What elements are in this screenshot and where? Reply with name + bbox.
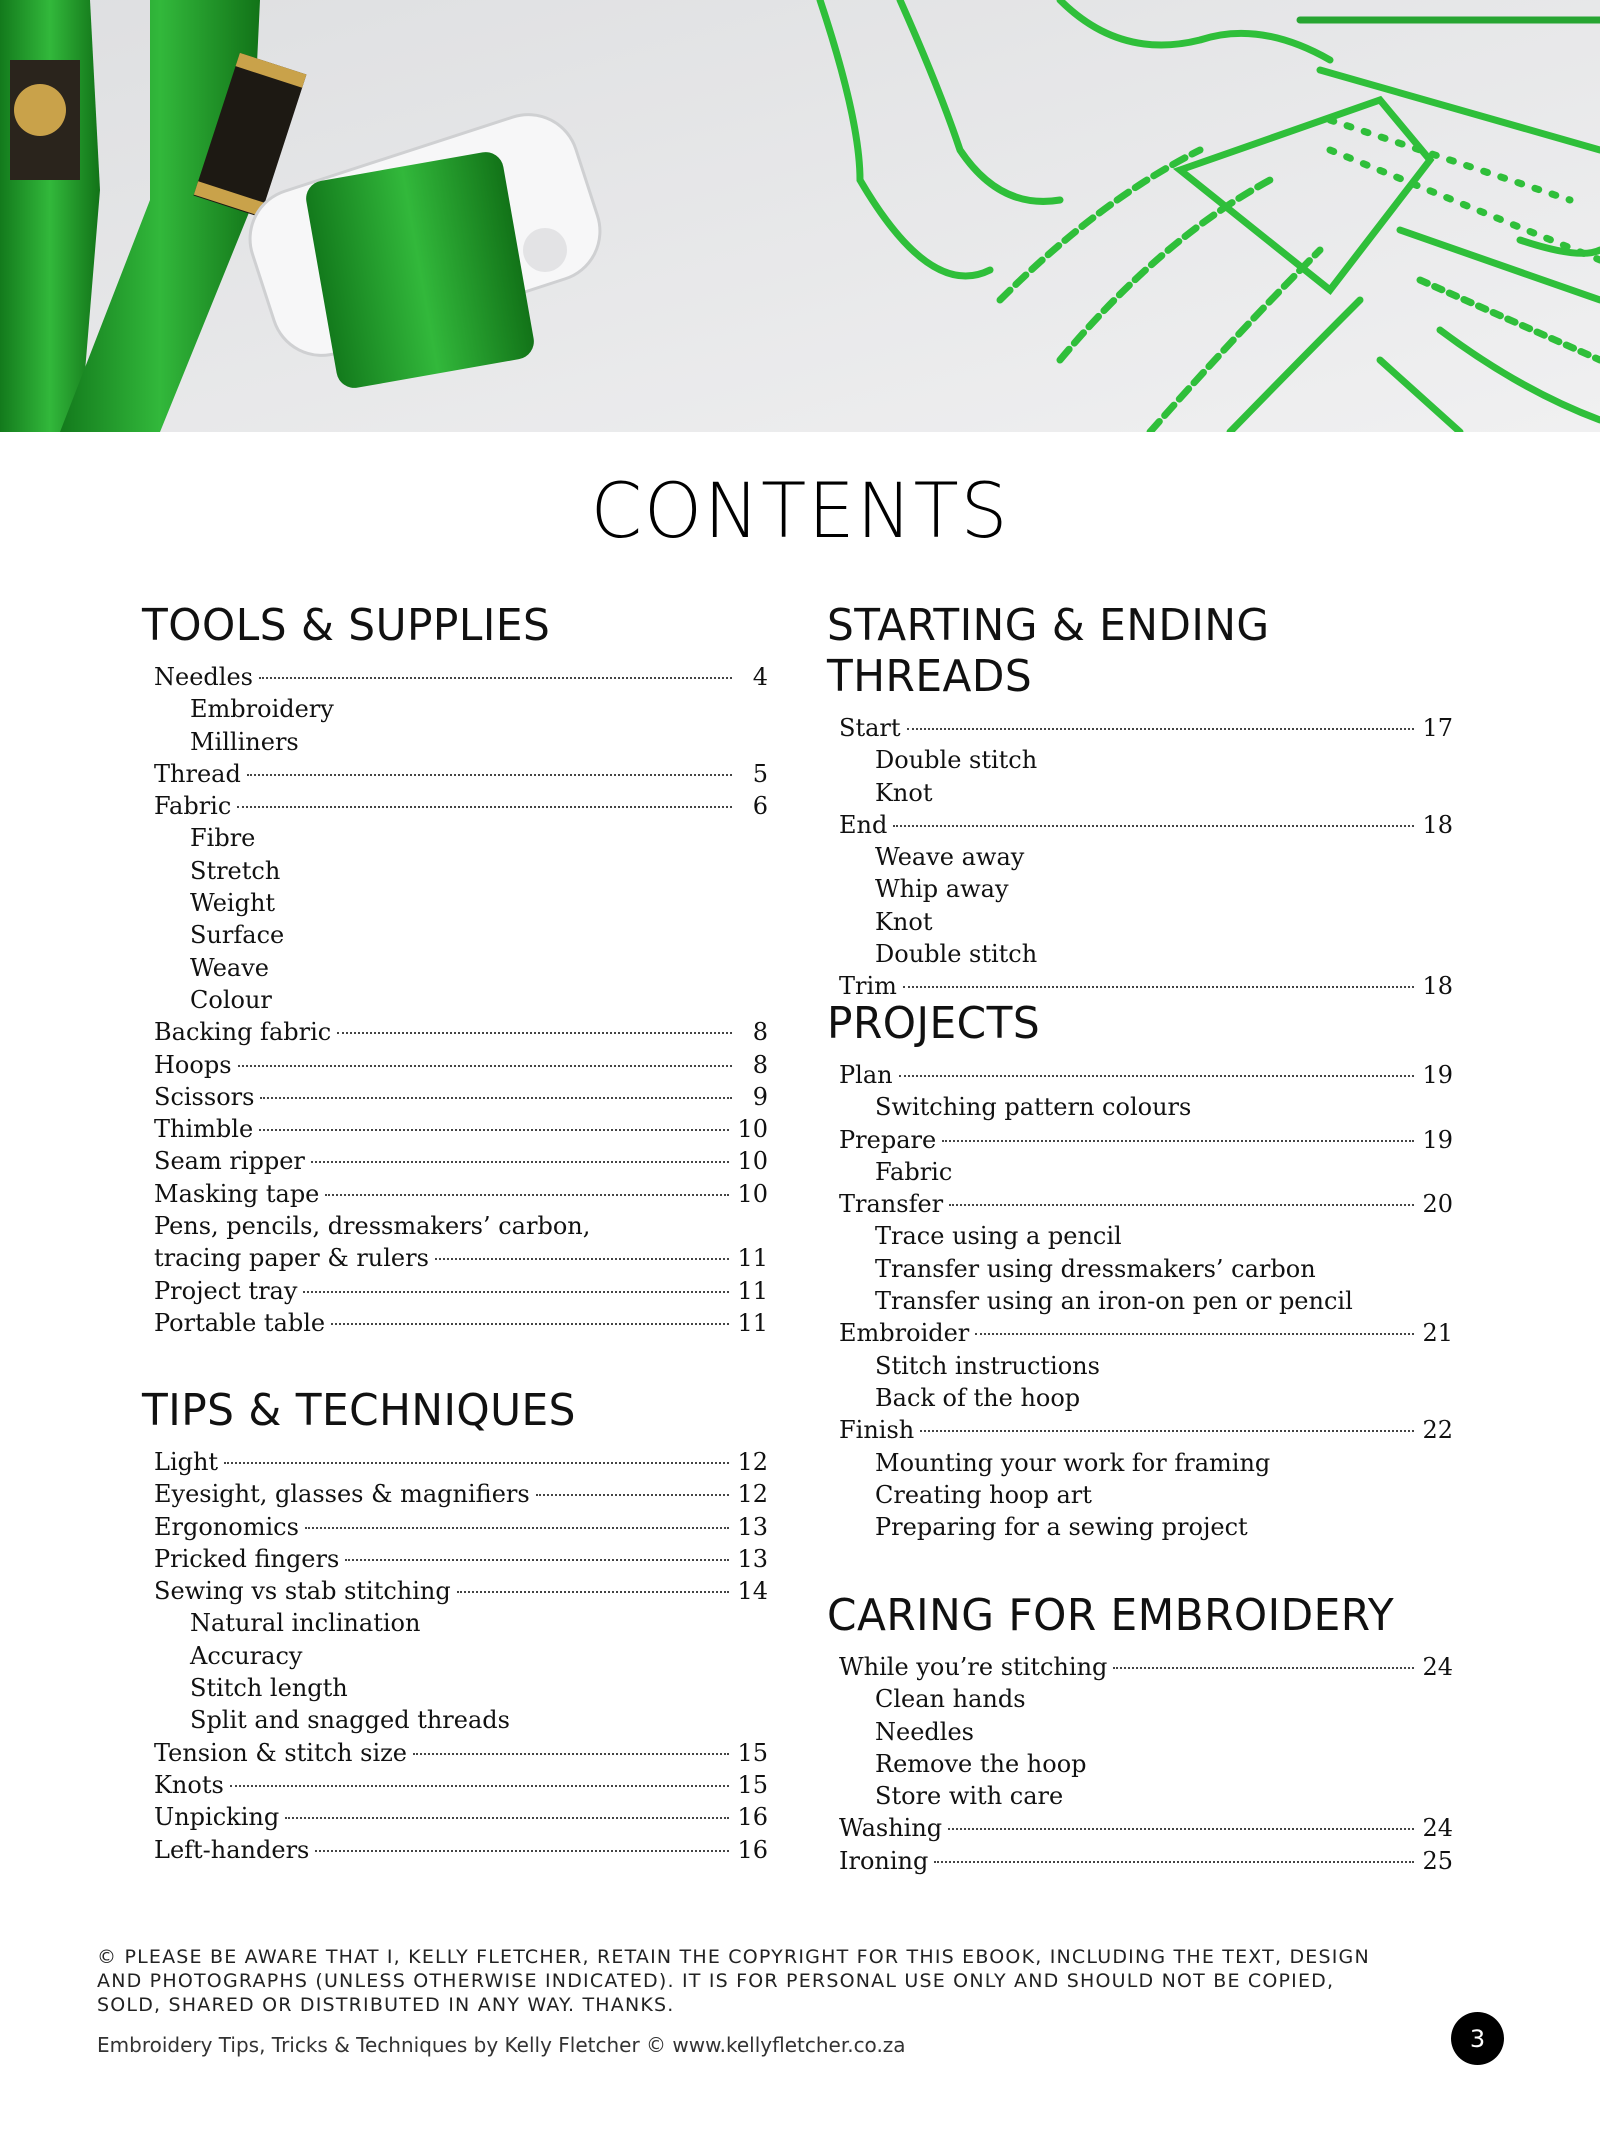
toc-entry-label: Transfer using an iron-on pen or pencil [875, 1287, 1353, 1316]
page-title: CONTENTS [590, 466, 1010, 555]
dot-leader [337, 1032, 732, 1034]
toc-entry [827, 809, 1453, 841]
toc-entry [827, 1317, 1453, 1349]
toc-entry-label: Trim [839, 972, 897, 1001]
section-heading: TOOLS & SUPPLIES [142, 600, 551, 651]
toc-entry [142, 1178, 768, 1210]
toc-subentry [142, 822, 768, 854]
toc-entry-label: Ironing [839, 1846, 929, 1875]
toc-entry-label: Milliners [190, 727, 299, 756]
toc-entry-label: Transfer using dressmakers’ carbon [875, 1254, 1316, 1283]
toc-subentry [827, 1511, 1453, 1543]
toc-subentry [142, 855, 768, 887]
toc-subentry [827, 873, 1453, 905]
toc-list [827, 1059, 1453, 1543]
toc-entry-label: Thread [154, 759, 241, 788]
toc-page-number: 24 [1422, 1653, 1453, 1681]
toc-subentry [827, 1156, 1453, 1188]
toc-entry [827, 1124, 1453, 1156]
toc-entry-label: Eyesight, glasses & magnifiers [154, 1480, 530, 1509]
toc-page-number: 8 [752, 1018, 768, 1047]
toc-page-number: 13 [737, 1544, 768, 1573]
toc-subentry [827, 841, 1453, 873]
toc-entry [142, 1769, 768, 1801]
toc-subentry [827, 1716, 1453, 1748]
toc-entry-label: Project tray [154, 1276, 298, 1305]
toc-list [827, 1651, 1453, 1877]
toc-entry-label: Remove the hoop [875, 1749, 1087, 1778]
toc-subentry [827, 1748, 1453, 1780]
dot-leader [907, 728, 1415, 730]
toc-entry-label: Transfer [839, 1190, 944, 1219]
toc-entry-label: Preparing for a sewing project [875, 1513, 1248, 1542]
toc-entry-label: Fibre [190, 824, 256, 853]
toc-subentry [827, 1253, 1453, 1285]
section-heading: STARTING & ENDING THREADS [827, 600, 1270, 702]
toc-entry-label: Accuracy [190, 1641, 303, 1670]
section-tools-supplies [142, 600, 768, 1339]
footer-credit: Embroidery Tips, Tricks & Techniques by Kelly Fletcher © www.kellyfletcher.co.za [97, 2033, 906, 2057]
toc-entry-label: Portable table [154, 1308, 326, 1337]
toc-entry-label: Knot [875, 907, 933, 936]
toc-entry-label: Mounting your work for framing [875, 1448, 1271, 1477]
toc-entry-label: Back of the hoop [875, 1383, 1081, 1412]
toc-entry [142, 790, 768, 822]
dot-leader [948, 1828, 1414, 1830]
toc-entry-label: Light [154, 1448, 219, 1476]
toc-entry [827, 1059, 1453, 1091]
toc-entry [142, 1446, 768, 1478]
toc-subentry [142, 919, 768, 951]
dot-leader [331, 1323, 729, 1325]
toc-entry-label: Natural inclination [190, 1609, 421, 1638]
toc-page-number: 8 [752, 1050, 768, 1079]
dot-leader [920, 1430, 1414, 1432]
toc-page-number: 12 [737, 1480, 768, 1509]
section-projects [827, 998, 1453, 1543]
toc-entry-label: Weave [190, 953, 269, 982]
toc-entry-label: Seam ripper [154, 1147, 305, 1176]
toc-subentry [142, 984, 768, 1016]
toc-subentry [827, 1447, 1453, 1479]
dot-leader [259, 1129, 729, 1131]
toc-entry-label: Prepare [839, 1125, 937, 1154]
toc-subentry [142, 1704, 768, 1736]
toc-entry [142, 1081, 768, 1113]
toc-entry [827, 1845, 1453, 1877]
toc-page-number: 17 [1422, 714, 1453, 742]
toc-entry [142, 1275, 768, 1307]
toc-subentry [142, 693, 768, 725]
toc-page-number: 25 [1422, 1846, 1453, 1875]
toc-list [142, 661, 768, 1339]
toc-entry-label: Masking tape [154, 1179, 320, 1208]
toc-entry-label: Hoops [154, 1050, 232, 1079]
dot-leader [303, 1291, 729, 1293]
toc-entry [827, 1188, 1453, 1220]
toc-page-number: 9 [752, 1082, 768, 1111]
toc-page-number: 21 [1422, 1319, 1453, 1348]
toc-entry [142, 1575, 768, 1607]
dot-leader [285, 1817, 729, 1819]
toc-entry-label: Whip away [875, 875, 1009, 904]
toc-entry-label: Tension & stitch size [154, 1738, 407, 1767]
dot-leader [259, 677, 732, 679]
hero-photo [0, 0, 1600, 432]
toc-entry-label: Finish [839, 1416, 915, 1445]
toc-subentry [142, 726, 768, 758]
toc-entry-label: Knots [154, 1770, 224, 1799]
toc-page-number: 4 [752, 663, 768, 691]
toc-entry-label: Stitch instructions [875, 1351, 1100, 1380]
toc-entry-label: Split and snagged threads [190, 1706, 510, 1735]
toc-entry-label: Thimble [154, 1115, 254, 1144]
copyright-notice: © PLEASE BE AWARE THAT I, KELLY FLETCHER, RETAIN THE COPYRIGHT FOR THIS EBOOK, INCLUDING THE TEXT, DESIGN AND PHOTOGRAPHS (UNLESS OTHERWISE INDICATED). IT IS FOR PERSONAL USE ONLY AND SHOULD NOT BE COPIED, SOLD, SHARED OR DISTRIBUTED IN ANY WAY. THANKS. [97, 1946, 1370, 2016]
toc-page-number: 11 [737, 1308, 768, 1337]
toc-page-number: 11 [737, 1244, 768, 1273]
dot-leader [435, 1258, 730, 1260]
toc-page-number: 12 [737, 1448, 768, 1476]
toc-entry-label: Scissors [154, 1082, 255, 1111]
toc-page-number: 20 [1422, 1190, 1453, 1219]
dot-leader [311, 1161, 730, 1163]
section-caring-for-embroidery [827, 1590, 1453, 1877]
toc-entry-label: Sewing vs stab stitching [154, 1577, 451, 1606]
dot-leader [975, 1333, 1414, 1335]
dot-leader [238, 1065, 732, 1067]
toc-entry [142, 1210, 768, 1242]
toc-subentry [142, 1672, 768, 1704]
dot-leader [325, 1194, 729, 1196]
dot-leader [949, 1204, 1414, 1206]
section-heading: PROJECTS [827, 998, 1041, 1049]
dot-leader [224, 1462, 729, 1464]
dot-leader [1113, 1667, 1414, 1669]
toc-entry [827, 1812, 1453, 1844]
dot-leader [260, 1097, 732, 1099]
dot-leader [305, 1527, 730, 1529]
toc-list [142, 1446, 768, 1866]
dot-leader [247, 774, 732, 776]
toc-entry-label: tracing paper & rulers [154, 1244, 429, 1273]
toc-entry [142, 1834, 768, 1866]
toc-page-number: 19 [1422, 1061, 1453, 1089]
toc-entry-label: Fabric [154, 792, 232, 821]
toc-entry [142, 1145, 768, 1177]
toc-subentry [142, 1607, 768, 1639]
dot-leader [345, 1559, 729, 1561]
dot-leader [903, 986, 1415, 988]
toc-page-number: 14 [737, 1577, 768, 1606]
toc-entry-label: Stretch [190, 856, 281, 885]
toc-page-number: 24 [1422, 1814, 1453, 1843]
toc-entry-label: Plan [839, 1061, 893, 1089]
toc-entry [142, 1511, 768, 1543]
toc-subentry [827, 1350, 1453, 1382]
toc-entry-label: Left-handers [154, 1835, 310, 1864]
toc-subentry [827, 1091, 1453, 1123]
toc-entry [142, 1737, 768, 1769]
toc-entry-label: While you’re stitching [839, 1653, 1108, 1681]
toc-list [827, 712, 1453, 1003]
toc-entry [827, 712, 1453, 744]
toc-page-number: 19 [1422, 1125, 1453, 1154]
toc-entry-label: Pens, pencils, dressmakers’ carbon, [154, 1212, 591, 1241]
toc-subentry [827, 1479, 1453, 1511]
toc-subentry [142, 887, 768, 919]
toc-subentry [827, 906, 1453, 938]
toc-entry [142, 1478, 768, 1510]
toc-entry-label: Knot [875, 778, 933, 807]
dot-leader [413, 1753, 729, 1755]
toc-page-number: 16 [737, 1803, 768, 1832]
toc-subentry [827, 1285, 1453, 1317]
toc-entry-label: Fabric [875, 1157, 953, 1186]
dot-leader [230, 1785, 730, 1787]
toc-subentry [827, 1220, 1453, 1252]
section-heading: CARING FOR EMBROIDERY [827, 1590, 1395, 1641]
section-starting-ending-threads [827, 600, 1453, 1003]
page-number-badge: 3 [1451, 2012, 1504, 2065]
dot-leader [893, 825, 1414, 827]
toc-entry-label: Weight [190, 889, 276, 918]
toc-entry [827, 1651, 1453, 1683]
toc-page-number: 10 [737, 1147, 768, 1176]
toc-entry-label: Backing fabric [154, 1018, 332, 1047]
toc-page-number: 10 [737, 1179, 768, 1208]
toc-entry [142, 1242, 768, 1274]
section-heading: TIPS & TECHNIQUES [142, 1385, 576, 1436]
toc-entry-label: Clean hands [875, 1685, 1026, 1714]
toc-entry-label: Surface [190, 921, 285, 950]
toc-entry-label: Ergonomics [154, 1512, 299, 1541]
dot-leader [457, 1591, 730, 1593]
dot-leader [315, 1850, 729, 1852]
toc-subentry [142, 1640, 768, 1672]
toc-page-number: 22 [1422, 1416, 1453, 1445]
toc-page-number: 16 [737, 1835, 768, 1864]
toc-page-number: 5 [752, 759, 768, 788]
toc-entry-label: Creating hoop art [875, 1480, 1092, 1509]
toc-entry [142, 661, 768, 693]
toc-page-number: 15 [737, 1738, 768, 1767]
toc-entry [142, 1016, 768, 1048]
toc-page-number: 15 [737, 1770, 768, 1799]
dot-leader [934, 1861, 1414, 1863]
toc-subentry [827, 1382, 1453, 1414]
toc-subentry [827, 744, 1453, 776]
toc-entry-label: Trace using a pencil [875, 1222, 1122, 1251]
section-tips-techniques [142, 1385, 768, 1866]
toc-subentry [827, 777, 1453, 809]
toc-entry-label: Switching pattern colours [875, 1093, 1192, 1122]
toc-entry-label: Embroider [839, 1319, 970, 1348]
toc-subentry [827, 1780, 1453, 1812]
toc-page-number: 11 [737, 1276, 768, 1305]
toc-entry [827, 1414, 1453, 1446]
toc-entry-label: Weave away [875, 843, 1025, 872]
toc-entry-label: Needles [154, 663, 253, 691]
toc-entry-label: Stitch length [190, 1674, 348, 1703]
toc-entry-label: Embroidery [190, 695, 334, 724]
toc-page-number: 18 [1422, 810, 1453, 839]
toc-entry-label: Unpicking [154, 1803, 280, 1832]
dot-leader [536, 1494, 730, 1496]
toc-entry-label: Needles [875, 1717, 974, 1746]
toc-page-number: 6 [752, 792, 768, 821]
toc-entry [142, 758, 768, 790]
toc-entry-label: End [839, 810, 888, 839]
toc-page-number: 10 [737, 1115, 768, 1144]
toc-entry [142, 1307, 768, 1339]
toc-subentry [827, 1683, 1453, 1715]
toc-entry-label: Store with care [875, 1782, 1064, 1811]
toc-entry-label: Washing [839, 1814, 943, 1843]
toc-entry-label: Double stitch [875, 746, 1038, 775]
dot-leader [237, 806, 732, 808]
toc-entry-label: Double stitch [875, 940, 1038, 969]
toc-page-number: 13 [737, 1512, 768, 1541]
toc-entry [142, 1543, 768, 1575]
toc-subentry [827, 938, 1453, 970]
toc-subentry [142, 952, 768, 984]
toc-page-number: 18 [1422, 972, 1453, 1001]
toc-entry [142, 1801, 768, 1833]
toc-entry-label: Pricked fingers [154, 1544, 340, 1573]
dot-leader [942, 1140, 1414, 1142]
dot-leader [899, 1075, 1415, 1077]
toc-entry-label: Start [839, 714, 901, 742]
toc-entry [142, 1113, 768, 1145]
toc-entry-label: Colour [190, 985, 272, 1014]
toc-entry [142, 1049, 768, 1081]
